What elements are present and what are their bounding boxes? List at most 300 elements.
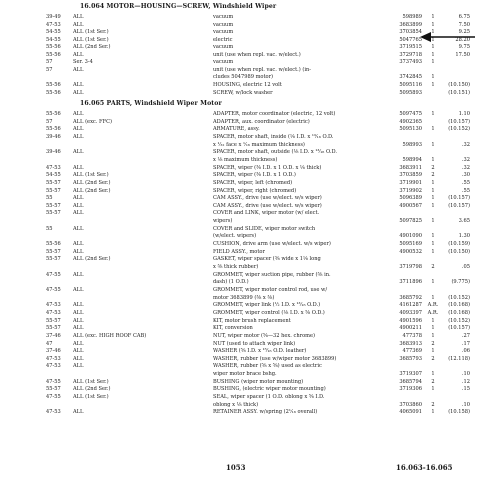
part-number-cell: 3703859 bbox=[399, 172, 422, 179]
part-number-cell: 5097475 bbox=[399, 111, 422, 117]
part-row bbox=[0, 287, 480, 294]
models-cell: ALL bbox=[73, 409, 84, 416]
models-cell: Ser. 3-4 bbox=[73, 59, 93, 66]
description-cell: RETAINER ASSY. w/spring (2¹⁄₁₆ overall) bbox=[213, 409, 318, 416]
quantity-cell: 1 bbox=[431, 44, 435, 51]
price-cell: (10.150) bbox=[448, 248, 470, 255]
part-number-cell: 5096389 bbox=[399, 195, 422, 202]
description-cell: electric bbox=[213, 36, 233, 43]
models-cell: ALL bbox=[73, 133, 84, 140]
description-cell: vacuum bbox=[213, 14, 234, 20]
year-cell: 57 bbox=[46, 66, 53, 73]
part-row bbox=[0, 379, 480, 386]
price-cell: (12.118) bbox=[448, 355, 470, 362]
description-cell: WASHER (⅝ I.D. x ¹⁵⁄₁₆ O.D. leather) bbox=[213, 348, 307, 355]
year-cell: 47-53 bbox=[46, 409, 61, 416]
description-cell: wiper motor brace bshg. bbox=[213, 371, 277, 378]
models-cell: ALL bbox=[73, 111, 84, 117]
models-cell: ALL bbox=[73, 309, 84, 316]
description-cell: GASKET, wiper spacer (⅜ wide x 1⅛ long bbox=[213, 256, 321, 263]
description-cell: ADAPTER, aux. coordinator (electric) bbox=[213, 118, 310, 125]
description-cell: cludes 5047989 motor) bbox=[213, 74, 274, 81]
part-row bbox=[0, 74, 480, 81]
price-cell: 3.65 bbox=[458, 218, 470, 225]
models-cell: ALL bbox=[73, 241, 84, 248]
description-cell: vacuum bbox=[213, 59, 234, 66]
description-cell: COVER and LINK, wiper motor (w/ elect. bbox=[213, 210, 320, 217]
part-row bbox=[0, 111, 480, 118]
quantity-cell: 1 bbox=[431, 195, 435, 202]
year-cell: 55-56 bbox=[46, 81, 61, 88]
part-row bbox=[0, 394, 480, 401]
price-cell: (10.152) bbox=[448, 317, 470, 324]
description-cell: CAM ASSY., drive (use w/elect. w/s wiper) bbox=[213, 202, 322, 209]
part-number-cell: 4161287 bbox=[399, 302, 422, 309]
models-cell: ALL bbox=[73, 164, 84, 171]
part-row bbox=[0, 402, 480, 409]
price-cell: (10.157) bbox=[448, 202, 470, 209]
part-number-cell: 5095116 bbox=[399, 81, 422, 88]
part-number-cell: 5047765 bbox=[399, 36, 422, 43]
part-row bbox=[0, 356, 480, 363]
part-row bbox=[0, 126, 480, 133]
price-cell: (9.775) bbox=[451, 279, 470, 286]
description-cell: KIT, conversion bbox=[213, 325, 253, 332]
price-cell: (10.168) bbox=[448, 309, 470, 316]
part-number-cell: 4902365 bbox=[399, 118, 422, 125]
part-row bbox=[0, 318, 480, 325]
description-cell: KIT, motor brush replacement bbox=[213, 317, 291, 324]
description-cell: vacuum bbox=[213, 21, 234, 28]
part-number-cell: 3703854 bbox=[399, 29, 422, 36]
models-cell: ALL bbox=[73, 51, 84, 58]
year-cell: 47-53 bbox=[46, 302, 61, 309]
description-cell: SPACER, wiper, right (chromed) bbox=[213, 187, 297, 194]
year-cell: 57 bbox=[46, 118, 53, 125]
models-cell: ALL bbox=[73, 363, 84, 370]
part-row bbox=[0, 157, 480, 164]
part-row bbox=[0, 149, 480, 156]
models-cell: ALL bbox=[73, 348, 84, 355]
arrow-pointer-icon bbox=[420, 27, 476, 46]
price-cell: 9.25 bbox=[458, 29, 470, 36]
part-row bbox=[0, 203, 480, 210]
quantity-cell: 1 bbox=[431, 111, 435, 117]
models-cell: ALL bbox=[73, 340, 84, 347]
part-row bbox=[0, 142, 480, 149]
quantity-cell: 1 bbox=[431, 179, 435, 186]
year-cell: 57 bbox=[46, 59, 53, 66]
quantity-cell: 1 bbox=[431, 294, 435, 301]
price-cell: .10 bbox=[461, 401, 470, 408]
year-cell: 47-53 bbox=[46, 363, 61, 370]
part-number-cell: 3719307 bbox=[399, 371, 422, 378]
year-cell: 55-57 bbox=[46, 210, 61, 217]
description-cell: CUSHION, drive arm (use w/elect. w/s wiper) bbox=[213, 241, 331, 248]
price-cell: (10.158) bbox=[448, 409, 470, 416]
price-cell: .27 bbox=[461, 332, 470, 339]
quantity-cell: 1 bbox=[431, 248, 435, 255]
quantity-cell: 1 bbox=[431, 317, 435, 324]
price-cell: .32 bbox=[461, 141, 470, 148]
description-cell: NUT, wiper motor (⅝—32 hex. chrome) bbox=[213, 332, 316, 339]
part-number-cell: 3729718 bbox=[399, 51, 422, 58]
models-cell: ALL bbox=[73, 66, 84, 73]
part-row bbox=[0, 210, 480, 217]
description-cell: wipers) bbox=[213, 218, 233, 225]
description-cell: GROMMET, wiper motor control rod, use w/ bbox=[213, 286, 328, 293]
price-cell: 9.75 bbox=[458, 44, 470, 51]
models-cell: ALL (1st Ser.) bbox=[73, 29, 109, 36]
part-number-cell: 3719901 bbox=[399, 179, 422, 186]
models-cell: ALL bbox=[73, 302, 84, 309]
price-cell: 28.20 bbox=[455, 36, 470, 43]
quantity-cell: 1 bbox=[431, 241, 435, 248]
quantity-cell: 1 bbox=[431, 332, 435, 339]
quantity-cell: 2 bbox=[431, 172, 435, 179]
part-row bbox=[0, 59, 480, 66]
description-cell: SCREW, w/lock washer bbox=[213, 89, 273, 96]
part-number-cell: 3703860 bbox=[399, 401, 422, 408]
part-row bbox=[0, 165, 480, 172]
models-cell: ALL (1st Ser.) bbox=[73, 36, 109, 43]
models-cell: ALL bbox=[73, 248, 84, 255]
part-number-cell: 5095893 bbox=[399, 89, 422, 96]
part-number-cell: 3719515 bbox=[399, 44, 422, 51]
models-cell: ALL bbox=[73, 21, 84, 28]
part-row bbox=[0, 310, 480, 317]
price-cell: 1.10 bbox=[458, 111, 470, 117]
description-cell: oblong x ⅛ thick) bbox=[213, 401, 259, 408]
models-cell: ALL bbox=[73, 325, 84, 332]
year-cell: 47-55 bbox=[46, 378, 61, 385]
models-cell: ALL (1st Ser.) bbox=[73, 394, 109, 401]
price-cell: .06 bbox=[461, 348, 470, 355]
price-cell: 6.75 bbox=[458, 14, 470, 20]
year-cell: 47-53 bbox=[46, 355, 61, 362]
description-cell: x ¹⁄₃₂ face x ¹⁄₁₆ maximum thickness) bbox=[213, 141, 305, 148]
part-row bbox=[0, 348, 480, 355]
part-row bbox=[0, 119, 480, 126]
price-cell: .05 bbox=[461, 264, 470, 270]
part-row bbox=[0, 233, 480, 240]
year-cell: 47-53 bbox=[46, 309, 61, 316]
models-cell: ALL (exc. HIGH ROOF CAB) bbox=[73, 332, 147, 339]
quantity-cell: 2 bbox=[431, 264, 435, 270]
part-number-cell: 3719306 bbox=[399, 386, 422, 393]
part-row bbox=[0, 409, 480, 416]
part-row bbox=[0, 37, 480, 44]
description-cell: motor 3683899 (⅜ x ⅜) bbox=[213, 294, 275, 301]
quantity-cell: 1 bbox=[431, 371, 435, 378]
part-row bbox=[0, 295, 480, 302]
year-cell: 47-55 bbox=[46, 271, 61, 278]
year-cell: 54-55 bbox=[46, 29, 61, 36]
part-row bbox=[0, 218, 480, 225]
part-number-cell: 3737493 bbox=[399, 59, 422, 66]
part-row bbox=[0, 325, 480, 332]
part-row bbox=[0, 256, 480, 263]
part-row bbox=[0, 341, 480, 348]
part-row bbox=[0, 29, 480, 36]
price-cell: (10.152) bbox=[448, 294, 470, 301]
part-row bbox=[0, 188, 480, 195]
price-cell: .17 bbox=[461, 340, 470, 347]
quantity-cell: 1 bbox=[431, 21, 435, 28]
part-number-cell: 4900532 bbox=[399, 248, 422, 255]
description-cell: SPACER, motor shaft, inside (⅛ I.D. x ¹³⁄₁₆ O.D. bbox=[213, 133, 334, 140]
part-number-cell: 4900211 bbox=[399, 325, 422, 332]
description-cell: HOUSING, electric 12 volt bbox=[213, 81, 282, 88]
year-cell: 55-56 bbox=[46, 51, 61, 58]
models-cell: ALL (1st Ser.) bbox=[73, 378, 109, 385]
year-cell: 55-56 bbox=[46, 44, 61, 51]
year-cell: 55-57 bbox=[46, 248, 61, 255]
year-cell: 55 bbox=[46, 195, 53, 202]
part-row bbox=[0, 241, 480, 248]
section-heading-16-065: 16.065 PARTS, Windshield Wiper Motor bbox=[80, 100, 222, 107]
description-cell: BUSHING, (electric wiper motor mounting) bbox=[213, 386, 326, 393]
models-cell: ALL bbox=[73, 126, 84, 133]
description-cell: ADAPTER, motor coordinator (electric, 12 volt) bbox=[213, 111, 336, 117]
quantity-cell: 1 bbox=[431, 59, 435, 66]
description-cell: unit (use when repl. vac. w/elect.) bbox=[213, 51, 301, 58]
quantity-cell: 1 bbox=[431, 51, 435, 58]
part-number-cell: 3719902 bbox=[399, 187, 422, 194]
part-row bbox=[0, 82, 480, 89]
price-cell: .32 bbox=[461, 156, 470, 163]
description-cell: GROMMET, wiper suction pipe, rubber (⅜ in. bbox=[213, 271, 331, 278]
quantity-cell: A.R. bbox=[427, 302, 439, 309]
part-row bbox=[0, 333, 480, 340]
quantity-cell: 1 bbox=[431, 74, 435, 81]
part-row bbox=[0, 14, 480, 21]
description-cell: GROMMET, wiper link (½ I.D. x ¹³⁄₁₆ O.D.) bbox=[213, 302, 321, 309]
price-cell: (10.157) bbox=[448, 118, 470, 125]
part-number-cell: 4093397 bbox=[399, 309, 422, 316]
quantity-cell: 1 bbox=[431, 14, 435, 20]
description-cell: vacuum bbox=[213, 29, 234, 36]
price-cell: .12 bbox=[461, 378, 470, 385]
part-number-cell: 4900567 bbox=[399, 202, 422, 209]
part-row bbox=[0, 134, 480, 141]
year-cell: 55 bbox=[46, 225, 53, 232]
group-range: 16.063-16.065 bbox=[396, 463, 453, 472]
year-cell: 55-57 bbox=[46, 325, 61, 332]
part-number-cell: 477378 bbox=[402, 332, 422, 339]
part-number-cell: 598989 bbox=[402, 14, 422, 20]
part-row bbox=[0, 52, 480, 59]
part-number-cell: 598993 bbox=[402, 141, 422, 148]
year-cell: 55-57 bbox=[46, 317, 61, 324]
quantity-cell: 2 bbox=[431, 378, 435, 385]
year-cell: 55-56 bbox=[46, 241, 61, 248]
price-cell: (10.157) bbox=[448, 325, 470, 332]
price-cell: (10.168) bbox=[448, 302, 470, 309]
description-cell: (w/elect. wipers) bbox=[213, 233, 257, 240]
description-cell: FIELD ASSY., motor bbox=[213, 248, 265, 255]
description-cell: GROMMET, wiper control (⅛ I.D. x ⅝ O.D.) bbox=[213, 309, 325, 316]
year-cell: 47-55 bbox=[46, 394, 61, 401]
models-cell: ALL bbox=[73, 202, 84, 209]
description-cell: dash) (1 O.D.) bbox=[213, 279, 249, 286]
quantity-cell: 1 bbox=[431, 126, 435, 133]
section-heading-16-064: 16.064 MOTOR—HOUSING—SCREW, Windshield Wiper bbox=[80, 3, 277, 10]
part-number-cell: 3683913 bbox=[399, 340, 422, 347]
part-row bbox=[0, 226, 480, 233]
part-row bbox=[0, 44, 480, 51]
quantity-cell: 1 bbox=[431, 141, 435, 148]
models-cell: ALL bbox=[73, 271, 84, 278]
page-number: 1053 bbox=[226, 463, 246, 472]
price-cell: .55 bbox=[461, 179, 470, 186]
part-number-cell: 598994 bbox=[402, 156, 422, 163]
description-cell: x ⅜ thick rubber) bbox=[213, 264, 259, 270]
part-number-cell: 3719798 bbox=[399, 264, 422, 270]
quantity-cell: 1 bbox=[431, 386, 435, 393]
price-cell: .55 bbox=[461, 187, 470, 194]
part-row bbox=[0, 22, 480, 29]
part-row bbox=[0, 172, 480, 179]
year-cell: 55-57 bbox=[46, 202, 61, 209]
price-cell: 1.30 bbox=[458, 233, 470, 240]
models-cell: ALL bbox=[73, 286, 84, 293]
year-cell: 54-55 bbox=[46, 172, 61, 179]
quantity-cell: 1 bbox=[431, 409, 435, 416]
models-cell: ALL (1st Ser.) bbox=[73, 172, 109, 179]
description-cell: NUT (used to attach wiper link) bbox=[213, 340, 296, 347]
part-row bbox=[0, 264, 480, 271]
year-cell: 39-46 bbox=[46, 149, 61, 156]
part-row bbox=[0, 363, 480, 370]
models-cell: ALL bbox=[73, 195, 84, 202]
part-row bbox=[0, 180, 480, 187]
price-cell: (10.157) bbox=[448, 195, 470, 202]
part-number-cell: 3742845 bbox=[399, 74, 422, 81]
year-cell: 55-56 bbox=[46, 111, 61, 117]
quantity-cell: 1 bbox=[431, 218, 435, 225]
description-cell: WASHER, rubber (use w/wiper motor 3683899) bbox=[213, 355, 337, 362]
models-cell: ALL (2nd Ser.) bbox=[73, 44, 111, 51]
year-cell: 47-55 bbox=[46, 286, 61, 293]
part-row bbox=[0, 371, 480, 378]
year-cell: 55-56 bbox=[46, 89, 61, 96]
part-row bbox=[0, 386, 480, 393]
year-cell: 55-57 bbox=[46, 256, 61, 263]
part-row bbox=[0, 279, 480, 286]
quantity-cell: 1 bbox=[431, 187, 435, 194]
models-cell: ALL (2nd Ser.) bbox=[73, 187, 111, 194]
part-number-cell: 4901596 bbox=[399, 317, 422, 324]
quantity-cell: 1 bbox=[431, 81, 435, 88]
part-row bbox=[0, 302, 480, 309]
part-number-cell: 3711896 bbox=[399, 279, 422, 286]
quantity-cell: 1 bbox=[431, 279, 435, 286]
year-cell: 47-53 bbox=[46, 21, 61, 28]
quantity-cell: 1 bbox=[431, 325, 435, 332]
price-cell: 7.50 bbox=[458, 21, 470, 28]
price-cell: .15 bbox=[461, 386, 470, 393]
description-cell: BUSHING (wiper motor mounting) bbox=[213, 378, 304, 385]
part-number-cell: 5095169 bbox=[399, 241, 422, 248]
models-cell: ALL bbox=[73, 89, 84, 96]
year-cell: 55-57 bbox=[46, 179, 61, 186]
quantity-cell: 1 bbox=[431, 233, 435, 240]
part-row bbox=[0, 249, 480, 256]
year-cell: 55-57 bbox=[46, 187, 61, 194]
price-cell: (10.150) bbox=[448, 81, 470, 88]
description-cell: ARMATURE, assy. bbox=[213, 126, 260, 133]
part-number-cell: 4065091 bbox=[399, 409, 422, 416]
part-number-cell: 3685793 bbox=[399, 355, 422, 362]
price-cell: (10.151) bbox=[448, 89, 470, 96]
part-number-cell: 3685792 bbox=[399, 294, 422, 301]
quantity-cell: 2 bbox=[431, 355, 435, 362]
models-cell: ALL bbox=[73, 317, 84, 324]
part-number-cell: 3685794 bbox=[399, 378, 422, 385]
models-cell: ALL (2nd Ser.) bbox=[73, 179, 111, 186]
part-number-cell: 5095130 bbox=[399, 126, 422, 133]
description-cell: SPACER, wiper (⅜ I.D. x 1 O.D.) bbox=[213, 172, 296, 179]
price-cell: (10.152) bbox=[448, 126, 470, 133]
year-cell: 37-46 bbox=[46, 332, 61, 339]
models-cell: ALL bbox=[73, 149, 84, 156]
year-cell: 37-46 bbox=[46, 348, 61, 355]
part-row bbox=[0, 90, 480, 97]
models-cell: ALL bbox=[73, 210, 84, 217]
description-cell: SPACER, motor shaft, outside (⅛ I.D. x ¹³⁄₁₆ O.D. bbox=[213, 149, 337, 156]
description-cell: WASHER, rubber (⅝ x ⅝) used as electric bbox=[213, 363, 322, 370]
year-cell: 39-49 bbox=[46, 14, 61, 20]
price-cell: .10 bbox=[461, 371, 470, 378]
part-number-cell: 3683911 bbox=[399, 164, 422, 171]
description-cell: vacuum bbox=[213, 44, 234, 51]
year-cell: 54-55 bbox=[46, 36, 61, 43]
quantity-cell: 1 bbox=[431, 36, 435, 43]
price-cell: .32 bbox=[461, 164, 470, 171]
description-cell: SPACER, wiper (⅜ I.D. x 1 O.D. x ⅛ thick) bbox=[213, 164, 322, 171]
price-cell: 17.50 bbox=[455, 51, 470, 58]
price-cell: .30 bbox=[461, 172, 470, 179]
year-cell: 39-46 bbox=[46, 133, 61, 140]
part-row bbox=[0, 272, 480, 279]
part-number-cell: 5097825 bbox=[399, 218, 422, 225]
quantity-cell: 2 bbox=[431, 401, 435, 408]
description-cell: CAM ASSY., drive (use w/elect. w/s wiper) bbox=[213, 195, 322, 202]
year-cell: 55-56 bbox=[46, 126, 61, 133]
quantity-cell: 1 bbox=[431, 348, 435, 355]
description-cell: COVER and SLIDE, wiper motor switch bbox=[213, 225, 316, 232]
description-cell: unit (use when repl. vac. w/elect.) (in- bbox=[213, 66, 311, 73]
year-cell: 55-57 bbox=[46, 386, 61, 393]
models-cell: ALL bbox=[73, 355, 84, 362]
quantity-cell: 2 bbox=[431, 340, 435, 347]
models-cell: ALL (2nd Ser.) bbox=[73, 386, 111, 393]
year-cell: 47-53 bbox=[46, 164, 61, 171]
description-cell: x ⅛ maximum thickness) bbox=[213, 156, 278, 163]
year-cell: 47 bbox=[46, 340, 53, 347]
quantity-cell: 1 bbox=[431, 202, 435, 209]
part-row bbox=[0, 67, 480, 74]
quantity-cell: 1 bbox=[431, 156, 435, 163]
models-cell: ALL (exc. FFC) bbox=[73, 118, 112, 125]
quantity-cell: 2 bbox=[431, 164, 435, 171]
part-number-cell: 477369 bbox=[402, 348, 422, 355]
models-cell: ALL bbox=[73, 81, 84, 88]
description-cell: SPACER, wiper, left (chromed) bbox=[213, 179, 293, 186]
quantity-cell: A.R. bbox=[427, 309, 439, 316]
part-number-cell: 3683899 bbox=[399, 21, 422, 28]
